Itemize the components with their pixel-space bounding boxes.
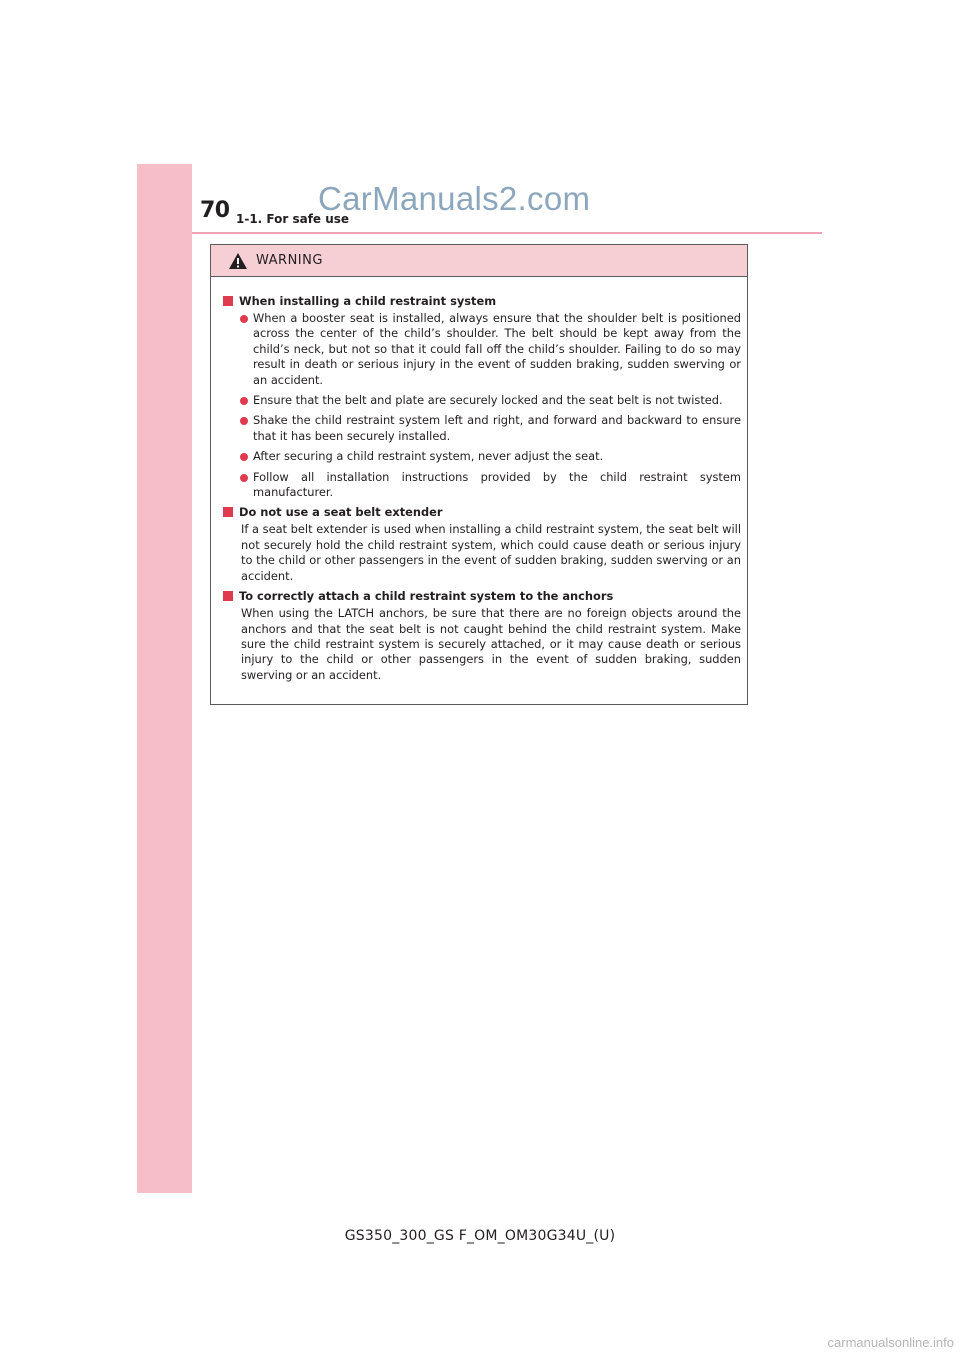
circle-bullet-icon [240,474,248,482]
square-bullet-icon [223,507,233,517]
topic-paragraph: When using the LATCH anchors, be sure that there are no foreign objects around the anchors and that the seat belt is not caught behind the child restraint system. Make sure the child restraint system is securely attached, or it may cause death or serious injury to the child or other passengers in the event of sudden braking, sudden swerving or an accident. [241,606,741,682]
header-divider [192,232,822,234]
topic-heading: To correctly attach a child restraint system to the anchors [223,589,741,603]
watermark-logo: CarManuals2.com [318,180,591,217]
warning-body [211,277,747,683]
section-title: 1-1. For safe use [236,212,350,226]
topic-heading: Do not use a seat belt extender [223,505,741,519]
chapter-side-tab [137,164,192,1193]
circle-bullet-icon [240,453,248,461]
warning-triangle-icon [228,252,248,270]
warning-header [211,245,747,277]
topic-heading: When installing a child restraint system [223,294,741,308]
list-item: Follow all installation instructions provided by the child restraint system manufacturer. [223,470,741,501]
footer-watermark: carmanualsonline.info [827,1335,954,1350]
circle-bullet-icon [240,315,248,323]
warning-box [210,244,748,705]
circle-bullet-icon [240,397,248,405]
list-item: When a booster seat is installed, always ensure that the shoulder belt is positioned across the center of the child’s shoulder. The belt should be kept away from the child’s neck, but not so that it could fall off the child’s shoulder. Failing to do so may result in death or serious injury in the event of sudden braking, sudden swerving or an accident. [223,311,741,388]
footer-doc-code: GS350_300_GS F_OM_OM30G34U_(U) [344,1228,616,1244]
warning-title: WARNING [256,253,323,268]
topic-paragraph: If a seat belt extender is used when installing a child restraint system, the seat belt will not securely hold the child restraint system, which could cause death or serious injury to the child or other passengers in the event of sudden braking, sudden swerving or an accident. [241,522,741,583]
square-bullet-icon [223,591,233,601]
list-item: Shake the child restraint system left and right, and forward and backward to ensure that it has been securely installed. [223,413,741,444]
page-number: 70 [200,198,230,223]
list-item: Ensure that the belt and plate are securely locked and the seat belt is not twisted. [223,393,741,408]
circle-bullet-icon [240,417,248,425]
square-bullet-icon [223,296,233,306]
list-item: After securing a child restraint system, never adjust the seat. [223,449,741,464]
